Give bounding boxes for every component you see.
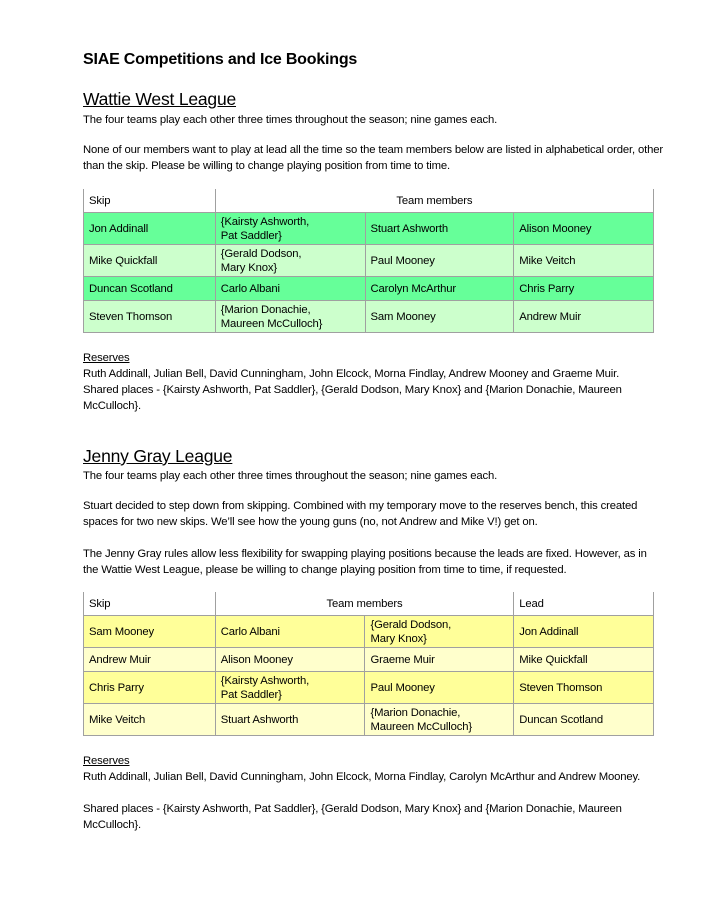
table-header-row bbox=[84, 189, 654, 213]
cell-text: {Kairsty Ashworth, Pat Saddler} bbox=[220, 674, 310, 701]
cell-text: Sam Mooney bbox=[370, 310, 436, 323]
jenny-heading: Jenny Gray League bbox=[83, 446, 233, 466]
cell-text: Steven Thomson bbox=[89, 310, 173, 323]
cell-text: Alison Mooney bbox=[519, 222, 592, 235]
table-row bbox=[84, 704, 654, 736]
cell-text: Graeme Muir bbox=[370, 653, 435, 666]
cell-text: Jon Addinall bbox=[89, 222, 149, 235]
header-team-members: Team members bbox=[215, 189, 653, 213]
cell-text: Alison Mooney bbox=[220, 653, 293, 666]
cell-text: Sam Mooney bbox=[89, 625, 155, 638]
lead-cell bbox=[514, 672, 654, 704]
cell-text: Chris Parry bbox=[89, 681, 144, 694]
table-row bbox=[84, 616, 654, 648]
member-cell bbox=[215, 301, 365, 333]
cell-text: Andrew Muir bbox=[89, 653, 151, 666]
member-cell bbox=[215, 704, 365, 736]
cell-text: {Marion Donachie, Maureen McCulloch} bbox=[370, 706, 473, 733]
cell-text: Stuart Ashworth bbox=[370, 222, 449, 235]
member-cell bbox=[365, 277, 514, 301]
member-cell bbox=[215, 245, 365, 277]
cell-text: Duncan Scotland bbox=[89, 282, 173, 295]
wattie-note: None of our members want to play at lead all the time so the team members below are listed in alphabetical order, other than the skip. Please be willing to change playing position from time to time. bbox=[83, 144, 663, 172]
jenny-reserves-list: Ruth Addinall, Julian Bell, David Cunningham, John Elcock, Morna Findlay, Carolyn McArthur and Andrew Mooney. bbox=[83, 771, 641, 783]
cell-text: Andrew Muir bbox=[519, 310, 581, 323]
member-cell bbox=[514, 301, 654, 333]
member-cell bbox=[514, 213, 654, 245]
jenny-shared-places: Shared places - {Kairsty Ashworth, Pat Saddler}, {Gerald Dodson, Mary Knox} and {Marion Donachie, Maureen McCulloch}. bbox=[83, 803, 622, 831]
header-skip: Skip bbox=[84, 189, 216, 213]
member-cell bbox=[365, 616, 514, 648]
member-cell bbox=[215, 672, 365, 704]
cell-text: Mike Veitch bbox=[89, 713, 146, 726]
member-cell bbox=[365, 245, 514, 277]
reserves-label: Reserves bbox=[83, 755, 130, 767]
cell-text: {Kairsty Ashworth, Pat Saddler} bbox=[220, 215, 310, 242]
skip-cell bbox=[84, 648, 216, 672]
table-header-row bbox=[84, 592, 654, 616]
lead-cell bbox=[514, 648, 654, 672]
cell-text: Mike Quickfall bbox=[519, 653, 588, 666]
table-row bbox=[84, 648, 654, 672]
member-cell bbox=[514, 245, 654, 277]
reserves-label: Reserves bbox=[83, 352, 130, 364]
table-row bbox=[84, 277, 654, 301]
wattie-shared-places: Shared places - {Kairsty Ashworth, Pat Saddler}, {Gerald Dodson, Mary Knox} and {Marion Donachie, Maureen McCulloch}. bbox=[83, 384, 622, 412]
cell-text: Paul Mooney bbox=[370, 681, 435, 694]
wattie-intro: The four teams play each other three times throughout the season; nine games each. bbox=[83, 114, 498, 126]
cell-text: Carlo Albani bbox=[220, 282, 280, 295]
cell-text: Stuart Ashworth bbox=[220, 713, 299, 726]
member-cell bbox=[215, 213, 365, 245]
cell-text: {Gerald Dodson, Mary Knox} bbox=[220, 247, 302, 274]
skip-cell bbox=[84, 301, 216, 333]
skip-cell bbox=[84, 245, 216, 277]
lead-cell bbox=[514, 616, 654, 648]
wattie-reserves-list: Ruth Addinall, Julian Bell, David Cunningham, John Elcock, Morna Findlay, Andrew Mooney and Graeme Muir. bbox=[83, 368, 620, 380]
cell-text: Duncan Scotland bbox=[519, 713, 604, 726]
cell-text: Mike Quickfall bbox=[89, 254, 158, 267]
member-cell bbox=[365, 704, 514, 736]
cell-text: Steven Thomson bbox=[519, 681, 603, 694]
cell-text: Mike Veitch bbox=[519, 254, 576, 267]
member-cell bbox=[215, 616, 365, 648]
cell-text: Carlo Albani bbox=[220, 625, 280, 638]
cell-text: Jon Addinall bbox=[519, 625, 579, 638]
wattie-team-table bbox=[83, 189, 654, 333]
table-row bbox=[84, 301, 654, 333]
jenny-intro: The four teams play each other three times throughout the season; nine games each. bbox=[83, 470, 498, 482]
wattie-heading: Wattie West League bbox=[83, 89, 237, 109]
cell-text: {Gerald Dodson, Mary Knox} bbox=[370, 618, 452, 645]
jenny-team-table bbox=[83, 592, 654, 736]
cell-text: Paul Mooney bbox=[370, 254, 435, 267]
member-cell bbox=[365, 648, 514, 672]
cell-text: Carolyn McArthur bbox=[370, 282, 457, 295]
member-cell bbox=[365, 672, 514, 704]
header-skip: Skip bbox=[84, 592, 216, 616]
skip-cell bbox=[84, 672, 216, 704]
jenny-reserves-label bbox=[83, 753, 663, 769]
document-title: SIAE Competitions and Ice Bookings bbox=[83, 51, 358, 68]
member-cell bbox=[365, 213, 514, 245]
member-cell bbox=[215, 277, 365, 301]
header-team-members: Team members bbox=[215, 592, 513, 616]
member-cell bbox=[215, 648, 365, 672]
skip-cell bbox=[84, 704, 216, 736]
wattie-reserves-label bbox=[83, 350, 663, 366]
lead-cell bbox=[514, 704, 654, 736]
table-row bbox=[84, 213, 654, 245]
table-row bbox=[84, 245, 654, 277]
cell-text: Chris Parry bbox=[519, 282, 575, 295]
jenny-skip-note: Stuart decided to step down from skipping. Combined with my temporary move to the reserves bench, this created spaces for two new skips. We’ll see how the young guns (no, not Andrew and Mike V!) get on. bbox=[83, 500, 638, 528]
skip-cell bbox=[84, 616, 216, 648]
jenny-rules-note: The Jenny Gray rules allow less flexibility for swapping playing positions because the leads are fixed. However, as in the Wattie West League, please be willing to change playing position from time to time, if requested. bbox=[83, 548, 647, 576]
member-cell bbox=[514, 277, 654, 301]
cell-text: {Marion Donachie, Maureen McCulloch} bbox=[220, 303, 323, 330]
skip-cell bbox=[84, 213, 216, 245]
table-row bbox=[84, 672, 654, 704]
member-cell bbox=[365, 301, 514, 333]
skip-cell bbox=[84, 277, 216, 301]
header-lead: Lead bbox=[514, 592, 654, 616]
